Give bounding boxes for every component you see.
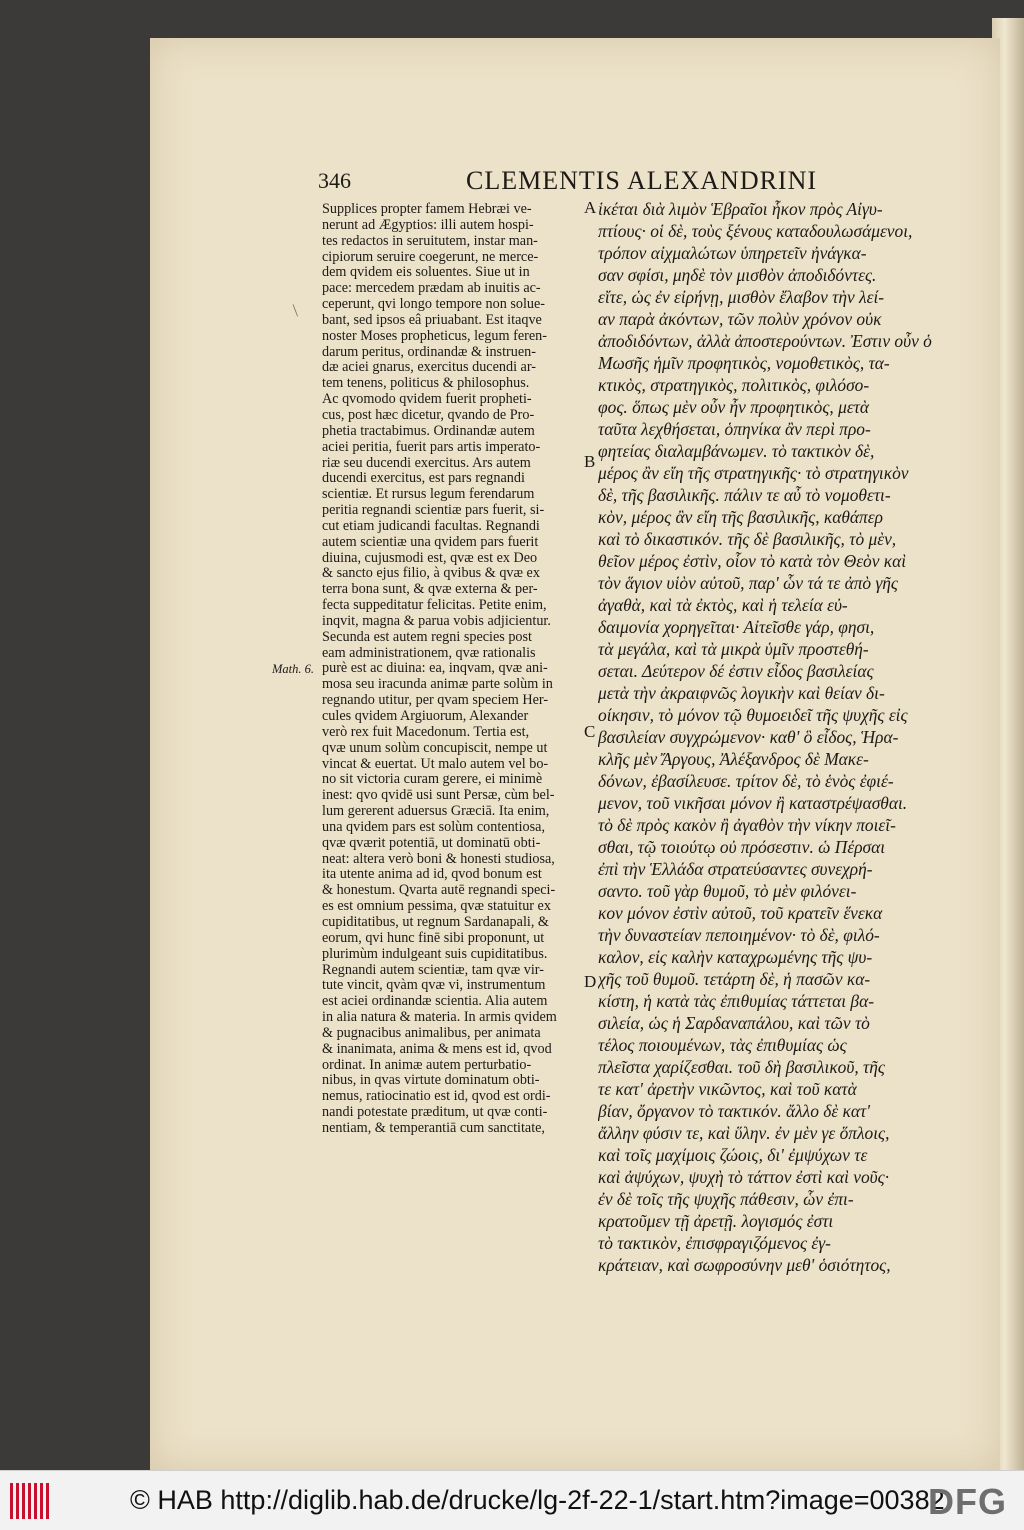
latin-text-line: cules qvidem Argiuorum, Alexander	[322, 709, 529, 724]
greek-text-line: βασιλείαν συγχρώμενον· καθ' ὃ εἶδος, Ἡρα-	[598, 727, 899, 747]
latin-text-line: ordinat. In animæ autem perturbatio-	[322, 1057, 532, 1073]
latin-text-line: pace: mercedem prædam ab inuitis ac-	[322, 281, 541, 297]
latin-text-line: ducendi exercitus, est pars regnandi	[322, 471, 525, 487]
margin-note: Math. 6.	[272, 662, 315, 676]
latin-text-line: inqvit, magna & parua vobis adjicientur.	[322, 613, 551, 629]
greek-text-line: φητείας διαλαμβάνωμεν. τὸ τακτικὸν δὲ,	[598, 441, 875, 461]
greek-text-line: δόνων, ἐβασίλευσε. τρίτον δὲ, τὸ ἑνὸς ἐφιέ-	[598, 771, 894, 791]
greek-text-line: χῆς τοῦ θυμοῦ. τετάρτη δὲ, ἡ πασῶν κα-	[598, 969, 871, 989]
latin-text-line: cut etiam judicandi facultas. Regnandi	[322, 518, 540, 534]
latin-text-line: cipiorum seruire coegerunt, ne merce-	[322, 249, 539, 265]
greek-text-line: βίαν, ὄργανον τὸ τακτικόν. ἄλλο δὲ κατ'	[598, 1101, 870, 1121]
greek-text-line: σεται. Δεύτερον δέ ἐστιν εἶδος βασιλείας	[598, 661, 874, 681]
greek-text-line: κον μόνον ἐστὶν αὐτοῦ, τοῦ κρατεῖν ἕνεκα	[598, 903, 883, 923]
latin-text-line: neat: altera verò boni & honesti studiosa,	[322, 851, 555, 867]
greek-text-line: καὶ ἀψύχων, ψυχὴ τὸ τάττον ἐστὶ καὶ νοῦς·	[598, 1167, 890, 1187]
latin-text-line: noster Moses propheticus, legum feren-	[322, 328, 547, 344]
greek-text-line: κρατοῦμεν τῇ ἀρετῇ. λογισμός ἐστι	[598, 1211, 834, 1231]
footer-bar	[0, 1470, 1024, 1530]
latin-text-line: & inanimata, anima & mens est id, qvod	[322, 1041, 552, 1057]
section-marker-d: D	[584, 972, 597, 991]
latin-text-line: dem qvidem eis soluentes. Siue ut in	[322, 265, 530, 281]
greek-text-line: τὴν δυναστείαν πεποιημένον· τὸ δὲ, φιλό-	[598, 925, 880, 945]
greek-text-line: φος. ὅπως μὲν οὖν ἦν προφητικὸς, μετὰ	[598, 397, 870, 417]
latin-text-line: nibus, in qvas virtute dominatum obti-	[322, 1073, 540, 1089]
latin-text-line: cupiditatibus, ut regnum Sardanapali, &	[322, 914, 549, 930]
greek-text-line: ἱκέται διὰ λιμὸν Ἑβραῖοι ἧκον πρὸς Αἰγυ-	[598, 199, 883, 219]
greek-text-line: Μωσῆς ἡμῖν προφητικὸς, νομοθετικὸς, τα-	[598, 353, 890, 373]
greek-text-line: σαντο. τοῦ γὰρ θυμοῦ, τὸ μὲν φιλόνει-	[598, 881, 857, 901]
greek-text-line: καὶ τοῖς μαχίμοις ζώοις, δι' ἐμψύχων τε	[598, 1145, 868, 1165]
latin-text-line: nerunt ad Ægyptios: illi autem hospi-	[322, 217, 534, 233]
latin-text-line: eorum, qvi hunc finē sibi proponunt, ut	[322, 930, 545, 946]
latin-text-line: Regnandi autem scientiæ, tam qvæ vir-	[322, 962, 544, 978]
greek-text-line: πλεῖστα χαρίζεσθαι. τοῦ δὴ βασιλικοῦ, τῆς	[598, 1057, 885, 1077]
greek-text-line: ἀγαθὰ, καὶ τὰ ἐκτὸς, καὶ ἡ τελεία εὐ-	[598, 595, 848, 615]
greek-text-line: θεῖον μέρος ἐστὶν, οἷον τὸ κατὰ τὸν Θεὸν καὶ	[598, 551, 907, 571]
latin-text-line: tes redactos in seruitutem, instar man-	[322, 233, 538, 249]
latin-text-line: ceperunt, qvi longo tempore non solue-	[322, 297, 546, 313]
latin-text-line: aciei peritia, fuerit pars artis imperato-	[322, 439, 541, 455]
greek-text-line: τὸν ἅγιον υἱὸν αὐτοῦ, παρ' ὧν τά τε ἀπὸ γῆς	[598, 573, 898, 593]
greek-text-line: κτικὸς, στρατηγικὸς, πολιτικὸς, φιλόσο-	[598, 375, 870, 395]
greek-text-line: ἐπὶ τὴν Ἑλλάδα στρατεύσαντες συνεχρή-	[598, 859, 873, 879]
greek-text-line: σθαι, τῷ τοιούτῳ οὐ πρόσεστιν. ὡ Πέρσαι	[598, 837, 886, 857]
latin-text-line: cus, post hæc dicetur, qvando de Pro-	[322, 407, 535, 423]
greek-text-line: μέρος ἂν εἴη τῆς στρατηγικῆς· τὸ στρατηγικὸν	[598, 463, 909, 483]
greek-text-line: τὰ μεγάλα, καὶ τὰ μικρὰ ὑμῖν προστεθή-	[598, 639, 869, 659]
latin-text-line: phetia tractabimus. Ordinandæ autem	[322, 423, 535, 439]
greek-text-line: δὲ, τῆς βασιλικῆς. πάλιν τε αὖ τὸ νομοθετι-	[598, 485, 891, 505]
latin-text-line: nentiam, & temperantiā cum sanctitate,	[322, 1120, 545, 1136]
pencil-mark-icon: /	[286, 300, 304, 320]
greek-text-line: κίστη, ἡ κατὰ τὰς ἐπιθυμίας τάττεται βα-	[598, 991, 874, 1011]
greek-text-line: μετὰ τὴν ἀκραιφνῶς λογικὴν καὶ θείαν δι-	[598, 683, 885, 703]
latin-text-line: & honestum. Qvarta autē regnandi speci-	[322, 883, 556, 899]
latin-text-line: vincat & euertat. Ut malo autem vel bo-	[322, 756, 549, 772]
greek-text-line: δαιμονία χορηγεῖται· Αἰτεῖσθε γάρ, φησι,	[598, 617, 875, 637]
latin-text-line: darum peritus, ordinandæ & instruen-	[322, 344, 536, 360]
section-marker-b: B	[584, 452, 596, 471]
greek-text-line: τὸ δὲ πρὸς κακὸν ἢ ἀγαθὸν τὴν νίκην ποιεῖ-	[598, 815, 896, 835]
greek-text-line: μενον, τοῦ νικῆσαι μόνον ἢ καταστρέψασθαι.	[598, 793, 908, 813]
latin-text-line: nandi potestate præditum, ut qvæ conti-	[322, 1105, 548, 1121]
latin-text-line: in alia natura & materia. In armis qvidem	[322, 1010, 557, 1026]
latin-text-line: & pugnacibus animalibus, per animata	[322, 1025, 541, 1041]
latin-text-line: nemus, ratiocinatio est id, qvod est ordi-	[322, 1089, 551, 1105]
latin-text-line: Secunda est autem regni species post	[322, 629, 532, 645]
latin-text-line: peritia regnandi scientiæ pars fuerit, si-	[322, 503, 545, 519]
latin-text-line: una qvidem pars est solùm contentiosa,	[322, 819, 546, 835]
greek-text-line: κράτειαν, καὶ σωφροσύνην μεθ' ὁσιότητος,	[598, 1255, 891, 1275]
latin-text-line: mosa seu iracunda animæ parte solùm in	[322, 677, 553, 693]
latin-text-line: ita utente anima ad id, qvod bonum est	[322, 867, 542, 883]
latin-text-line: scientiæ. Et rursus legum ferendarum	[322, 487, 535, 503]
latin-text-line: fecta suppeditatur felicitas. Petite enim,	[322, 598, 547, 614]
greek-text-line: καὶ τὸ δικαστικόν. τῆς δὲ βασιλικῆς, τὸ μὲν,	[598, 529, 897, 549]
latin-text-line: lum gererent aduersus Græciā. Ita enim,	[322, 804, 550, 820]
greek-column	[598, 198, 938, 1276]
section-marker-c: C	[584, 722, 596, 741]
greek-text-line: ἀποδιδόντων, ἀλλὰ ἀποστερούντων. Ἐστιν οὖν ὁ	[598, 331, 932, 351]
greek-text-line: οίκησιν, τὸ μόνον τῷ θυμοειδεῖ τῆς ψυχῆς εἰς	[598, 705, 908, 725]
greek-text-line: κλῆς μὲν Ἄργους, Ἀλέξανδρος δὲ Μακε-	[598, 749, 869, 769]
latin-text-line: eam administrationem, qvæ rationalis	[322, 645, 536, 661]
latin-text-line: diuina, cujusmodi est, qvæ est ex Deo	[322, 550, 538, 566]
greek-text-line: ταῦτα λεχθήσεται, ὁπηνίκα ἂν περὶ προ-	[598, 419, 871, 439]
latin-text-line: tem tenens, politicus & philosophus.	[322, 376, 530, 392]
greek-text-line: ἄλλην φύσιν τε, καὶ ὕλην. ἐν μὲν γε ὅπλοις,	[598, 1123, 890, 1143]
latin-text-line: inest: qvo qvidē usi sunt Persæ, cùm bel-	[322, 788, 555, 804]
greek-text-line: πτίους· οἱ δὲ, τοὺς ξένους καταδουλωσάμενοι,	[598, 221, 913, 241]
latin-text-line: bant, sed ipsos eâ priuabant. Est itaqve	[322, 312, 542, 328]
latin-text-line: qvæ qværit potentiā, ut dominatū obti-	[322, 835, 541, 851]
latin-text-line: tute vincit, qvàm qvæ vi, instrumentum	[322, 978, 546, 994]
latin-text-line: plurimùm indulgeant suis cupiditatibus.	[322, 946, 548, 962]
latin-text-line: no sit victoria curam gerere, ei minimè	[322, 772, 543, 788]
page-header	[318, 168, 918, 196]
copyright-url[interactable]: © HAB http://diglib.hab.de/drucke/lg-2f-22-1/start.htm?image=00382	[130, 1485, 945, 1515]
greek-text-line: σιλεία, ὡς ἡ Σαρδαναπάλου, καὶ τῶν τὸ	[598, 1013, 870, 1033]
greek-text-line: τε κατ' ἀρετὴν νικῶντος, καὶ τοῦ κατὰ	[598, 1079, 857, 1099]
greek-text-line: τέλος ποιουμένων, τὰς ἐπιθυμίας ὡς	[598, 1035, 847, 1055]
latin-text-line: riæ seu ducendi exercitus. Ars autem	[322, 455, 531, 471]
latin-text-line: autem scientiæ una qvidem pars fuerit	[322, 534, 539, 550]
latin-text-line: Ac qvomodo qvidem fuerit propheti-	[322, 392, 532, 408]
latin-text-line: terra bona sunt, & qvæ externa & per-	[322, 582, 538, 598]
latin-column	[322, 202, 584, 1137]
latin-text-line: & sancto ejus filio, à qvibus & qvæ ex	[322, 566, 540, 582]
greek-text-line: καλον, εἰς καλὴν καταχρωμένης τῆς ψυ-	[598, 947, 873, 967]
running-title: CLEMENTIS ALEXANDRINI	[466, 166, 818, 195]
greek-text-line: ἐν δὲ τοῖς τῆς ψυχῆς πάθεσιν, ὧν ἐπι-	[598, 1189, 854, 1209]
latin-text-line: est aciei ordinandæ scientia. Alia autem	[322, 994, 548, 1010]
greek-text-line: σαν σφίσι, μηδὲ τὸν μισθὸν ἀποδιδόντες.	[598, 265, 877, 285]
latin-text-line: regnando utitur, per qvam speciem Her-	[322, 693, 549, 709]
section-marker-a: A	[584, 198, 597, 217]
latin-text-line: Supplices propter famem Hebræi ve-	[322, 202, 532, 217]
greek-text-line: τρόπον αἰχμαλώτων ὑπηρετεῖν ἠνάγκα-	[598, 243, 867, 263]
latin-text-line: verò rex fuit Macedonum. Tertia est,	[322, 724, 530, 740]
latin-text-line: es est omnium pessima, qvæ statuitur ex	[322, 899, 551, 915]
latin-text-line: purè est ac diuina: ea, inqvam, qvæ ani-	[322, 661, 548, 677]
latin-text-line: qvæ unum solùm concupiscit, nempe ut	[322, 740, 548, 756]
greek-text-line: εἴτε, ὡς ἐν εἰρήνῃ, μισθὸν ἔλαβον τὴν λεί-	[598, 287, 885, 307]
greek-text-line: κὸν, μέρος ἂν εἴη τῆς βασιλικῆς, καθάπερ	[598, 507, 883, 527]
page-number: 346	[318, 168, 351, 193]
hab-logo-icon	[10, 1483, 50, 1519]
latin-text-line: dæ aciei gnarus, exercitus ducendi ar-	[322, 360, 537, 376]
dfg-logo: DFG	[928, 1481, 1007, 1522]
greek-text-line: τὸ τακτικὸν, ἐπισφραγιζόμενος ἐγ-	[598, 1233, 831, 1253]
greek-text-line: αν παρὰ ἀκόντων, τῶν πολὺν χρόνον οὐκ	[598, 309, 882, 329]
